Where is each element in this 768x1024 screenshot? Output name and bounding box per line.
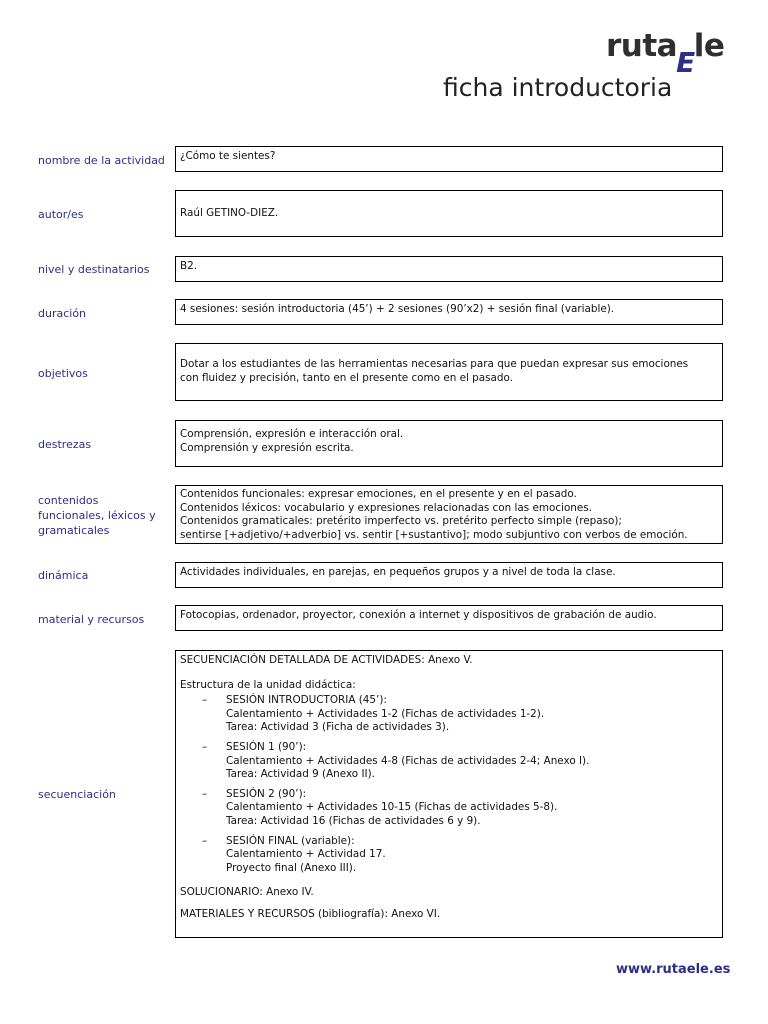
logo-text-le: le bbox=[693, 28, 725, 64]
logo-text-ruta: ruta bbox=[606, 28, 678, 64]
session-line: Tarea: Actividad 3 (Ficha de actividades 3). bbox=[226, 721, 450, 734]
label-dinamica: dinámica bbox=[38, 569, 89, 582]
label-contenidos-line-3: gramaticales bbox=[38, 524, 110, 537]
session-item bbox=[180, 741, 718, 782]
field-destrezas bbox=[175, 420, 723, 467]
field-duracion bbox=[175, 299, 723, 325]
field-nivel bbox=[175, 256, 723, 282]
label-objetivos: objetivos bbox=[38, 367, 88, 380]
secuenciacion-materiales: MATERIALES Y RECURSOS (bibliografía): Anexo VI. bbox=[180, 907, 441, 920]
label-contenidos-line-2: funcionales, léxicos y bbox=[38, 509, 156, 522]
value-objetivos-line-2: con fluidez y precisión, tanto en el presente como en el pasado. bbox=[180, 371, 514, 384]
session-line: Tarea: Actividad 9 (Anexo II). bbox=[226, 768, 375, 781]
label-contenidos bbox=[38, 493, 172, 538]
logo-e-mark: E bbox=[676, 46, 695, 79]
value-dinamica: Actividades individuales, en parejas, en pequeños grupos y a nivel de toda la clase. bbox=[180, 566, 616, 578]
label-duracion: duración bbox=[38, 307, 87, 320]
value-contenidos-line-1: Contenidos funcionales: expresar emociones, en el presente y en el pasado. bbox=[180, 488, 577, 500]
label-nombre-actividad: nombre de la actividad bbox=[38, 154, 165, 167]
field-dinamica bbox=[175, 562, 723, 588]
field-objetivos bbox=[175, 343, 723, 401]
footer-website-link[interactable]: www.rutaele.es bbox=[616, 962, 731, 977]
secuenciacion-estructura: Estructura de la unidad didáctica: bbox=[180, 678, 356, 691]
value-destrezas-line-2: Comprensión y expresión escrita. bbox=[180, 441, 354, 454]
value-destrezas-line-1: Comprensión, expresión e interacción oral. bbox=[180, 428, 404, 440]
value-autor: Raúl GETINO-DIEZ. bbox=[180, 207, 279, 219]
label-material: material y recursos bbox=[38, 613, 145, 626]
session-item bbox=[180, 694, 718, 735]
session-line: Calentamiento + Actividades 1-2 (Fichas de actividades 1-2). bbox=[226, 707, 545, 720]
page-title: ficha introductoria bbox=[443, 73, 673, 102]
label-nivel: nivel y destinatarios bbox=[38, 263, 150, 276]
session-title: SESIÓN 1 (90’): bbox=[226, 740, 307, 753]
label-autor: autor/es bbox=[38, 208, 84, 221]
label-contenidos-line-1: contenidos bbox=[38, 494, 99, 507]
value-nombre-actividad: ¿Cómo te sientes? bbox=[180, 150, 276, 162]
session-title: SESIÓN INTRODUCTORIA (45’): bbox=[226, 694, 387, 707]
field-material bbox=[175, 605, 723, 631]
rutaele-logo bbox=[606, 28, 725, 79]
secuenciacion-intro: SECUENCIACIÓN DETALLADA DE ACTIVIDADES: Anexo V. bbox=[180, 654, 473, 666]
session-item bbox=[180, 788, 718, 829]
secuenciacion-solucionario: SOLUCIONARIO: Anexo IV. bbox=[180, 886, 314, 899]
value-objetivos-line-1: Dotar a los estudiantes de las herramientas necesarias para que puedan expresar sus emociones bbox=[180, 358, 689, 370]
value-duracion: 4 sesiones: sesión introductoria (45’) + 2 sesiones (90’x2) + sesión final (variable). bbox=[180, 303, 615, 315]
session-title: SESIÓN 2 (90’): bbox=[226, 787, 307, 800]
session-line: Calentamiento + Actividades 10-15 (Fichas de actividades 5-8). bbox=[226, 801, 558, 814]
session-title: SESIÓN FINAL (variable): bbox=[226, 834, 355, 847]
dash-bullet: – bbox=[202, 740, 208, 753]
value-contenidos-line-2: Contenidos léxicos: vocabulario y expresiones relacionadas con las emociones. bbox=[180, 501, 592, 514]
field-secuenciacion bbox=[175, 650, 723, 938]
dash-bullet: – bbox=[202, 694, 208, 707]
field-autor bbox=[175, 190, 723, 237]
session-line: Tarea: Actividad 16 (Fichas de actividades 6 y 9). bbox=[226, 814, 481, 827]
value-material: Fotocopias, ordenador, proyector, conexión a internet y dispositivos de grabación de audio. bbox=[180, 609, 657, 621]
field-nombre-actividad bbox=[175, 146, 723, 172]
label-secuenciacion: secuenciación bbox=[38, 788, 116, 801]
value-nivel: B2. bbox=[180, 260, 198, 272]
label-destrezas: destrezas bbox=[38, 438, 92, 451]
dash-bullet: – bbox=[202, 787, 208, 800]
session-line: Calentamiento + Actividades 4-8 (Fichas de actividades 2-4; Anexo I). bbox=[226, 754, 590, 767]
field-contenidos bbox=[175, 485, 723, 544]
session-line: Calentamiento + Actividad 17. bbox=[226, 848, 386, 861]
session-line: Proyecto final (Anexo III). bbox=[226, 861, 357, 874]
value-contenidos-line-4: sentirse [+adjetivo/+adverbio] vs. sentir [+sustantivo]; modo subjuntivo con verbos de emoción. bbox=[180, 528, 688, 541]
session-item bbox=[180, 835, 718, 876]
value-contenidos-line-3: Contenidos gramaticales: pretérito imperfecto vs. pretérito perfecto simple (repaso); bbox=[180, 515, 622, 528]
dash-bullet: – bbox=[202, 834, 208, 847]
